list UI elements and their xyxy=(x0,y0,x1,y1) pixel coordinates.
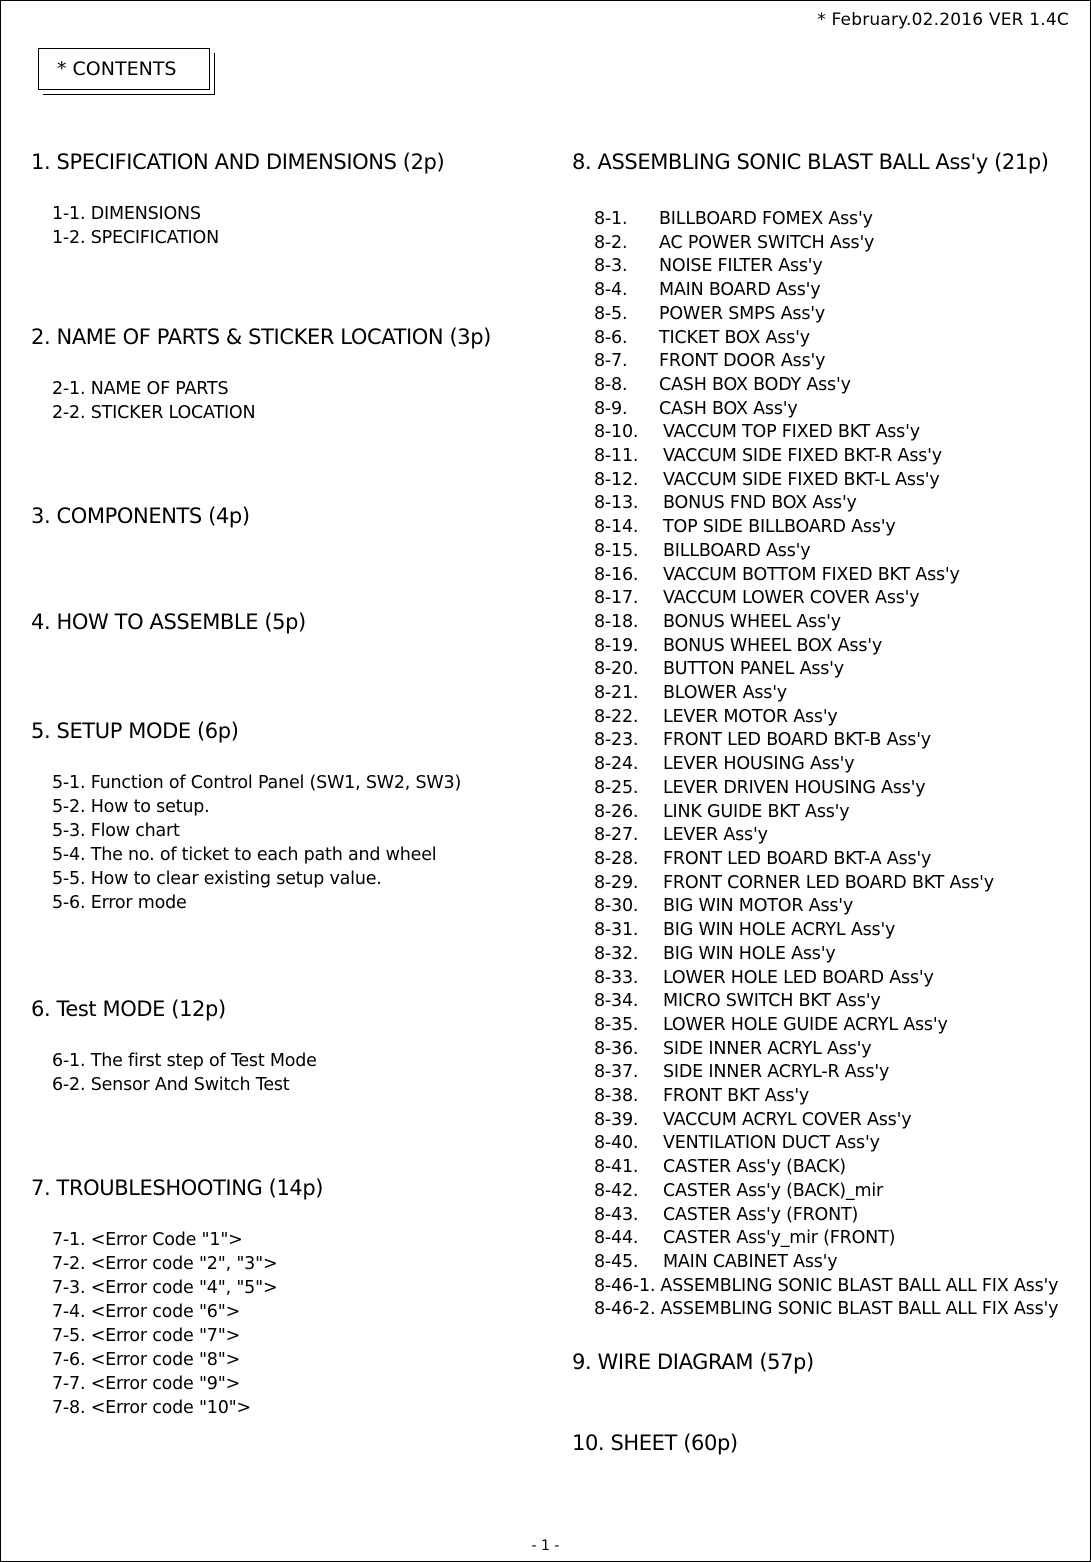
subsection-list xyxy=(52,1228,277,1420)
subsection-item[interactable] xyxy=(594,801,1058,825)
subsection-item[interactable] xyxy=(594,255,1058,279)
section-title[interactable]: 3. COMPONENTS (4p) xyxy=(31,504,250,528)
subsection-label: MAIN BOARD Ass'y xyxy=(659,280,821,301)
subsection-item[interactable] xyxy=(594,587,1058,611)
subsection-item[interactable]: 2-2. STICKER LOCATION xyxy=(52,403,256,423)
subsection-label: LOWER HOLE LED BOARD Ass'y xyxy=(663,967,934,988)
subsection-number: 8-40. xyxy=(594,1133,639,1154)
subsection-item[interactable] xyxy=(594,1180,1058,1204)
subsection-number: 8-46-2. xyxy=(594,1299,656,1320)
subsection-number: 8-4. xyxy=(594,280,628,301)
subsection-number: 8-23. xyxy=(594,730,639,751)
subsection-list xyxy=(52,1049,317,1097)
subsection-label: CASH BOX BODY Ass'y xyxy=(659,374,851,395)
subsection-list xyxy=(52,771,461,915)
subsection-label: LEVER DRIVEN HOUSING Ass'y xyxy=(663,777,926,798)
subsection-item[interactable]: 7-8. <Error code "10"> xyxy=(52,1398,251,1418)
section-title[interactable]: 5. SETUP MODE (6p) xyxy=(31,719,239,743)
subsection-item[interactable] xyxy=(594,279,1058,303)
subsection-number: 8-28. xyxy=(594,848,639,869)
subsection-item[interactable] xyxy=(594,1061,1058,1085)
subsection-item[interactable] xyxy=(594,232,1058,256)
subsection-label: SIDE INNER ACRYL-R Ass'y xyxy=(663,1062,890,1083)
subsection-item[interactable]: 5-6. Error mode xyxy=(52,893,187,913)
subsection-item[interactable]: 6-2. Sensor And Switch Test xyxy=(52,1075,290,1095)
subsection-label: VACCUM ACRYL COVER Ass'y xyxy=(663,1109,912,1130)
subsection-label: VENTILATION DUCT Ass'y xyxy=(663,1133,880,1154)
subsection-item[interactable]: 1-2. SPECIFICATION xyxy=(52,228,219,248)
subsection-item[interactable]: 5-5. How to clear existing setup value. xyxy=(52,869,382,889)
subsection-label: NOISE FILTER Ass'y xyxy=(659,256,823,277)
subsection-number: 8-8. xyxy=(594,374,628,395)
subsection-number: 8-39. xyxy=(594,1109,639,1130)
subsection-item[interactable]: 7-4. <Error code "6"> xyxy=(52,1302,241,1322)
subsection-label: BIG WIN HOLE Ass'y xyxy=(663,943,836,964)
document-version-date: * February.02.2016 VER 1.4C xyxy=(817,10,1069,30)
subsection-item[interactable]: 5-2. How to setup. xyxy=(52,797,210,817)
subsection-item[interactable]: 7-7. <Error code "9"> xyxy=(52,1374,241,1394)
subsection-item[interactable] xyxy=(594,564,1058,588)
subsection-number: 8-22. xyxy=(594,706,639,727)
subsection-item[interactable] xyxy=(594,824,1058,848)
subsection-label: FRONT DOOR Ass'y xyxy=(659,351,826,372)
subsection-label: BONUS WHEEL Ass'y xyxy=(663,611,841,632)
subsection-label: FRONT LED BOARD BKT-B Ass'y xyxy=(663,730,931,751)
subsection-label: TICKET BOX Ass'y xyxy=(659,327,810,348)
subsection-item[interactable] xyxy=(594,990,1058,1014)
section-title[interactable]: 8. ASSEMBLING SONIC BLAST BALL Ass'y (21p) xyxy=(572,150,1049,174)
subsection-number: 8-46-1. xyxy=(594,1275,656,1296)
subsection-number: 8-12. xyxy=(594,469,639,490)
subsection-label: MICRO SWITCH BKT Ass'y xyxy=(663,991,881,1012)
subsection-label: LOWER HOLE GUIDE ACRYL Ass'y xyxy=(663,1014,948,1035)
subsection-number: 8-37. xyxy=(594,1062,639,1083)
subsection-number: 8-16. xyxy=(594,564,639,585)
subsection-item[interactable]: 7-1. <Error Code "1"> xyxy=(52,1230,243,1250)
subsection-label: CASTER Ass'y_mir (FRONT) xyxy=(663,1228,896,1249)
subsection-item[interactable] xyxy=(594,872,1058,896)
subsection-item[interactable]: 1-1. DIMENSIONS xyxy=(52,204,201,224)
subsection-item[interactable] xyxy=(594,1132,1058,1156)
subsection-label: POWER SMPS Ass'y xyxy=(659,303,826,324)
subsection-label: FRONT LED BOARD BKT-A Ass'y xyxy=(663,848,932,869)
subsection-number: 8-9. xyxy=(594,398,628,419)
subsection-item[interactable] xyxy=(594,421,1058,445)
subsection-label: VACCUM TOP FIXED BKT Ass'y xyxy=(663,422,920,443)
subsection-item[interactable]: 7-5. <Error code "7"> xyxy=(52,1326,241,1346)
subsection-label: BUTTON PANEL Ass'y xyxy=(663,659,844,680)
toc-section-9[interactable] xyxy=(572,1350,814,1374)
toc-section-5[interactable] xyxy=(31,719,462,913)
subsection-label: CASH BOX Ass'y xyxy=(659,398,798,419)
subsection-label: SIDE INNER ACRYL Ass'y xyxy=(663,1038,872,1059)
subsection-item[interactable]: 7-3. <Error code "4", "5"> xyxy=(52,1278,278,1298)
subsection-item[interactable] xyxy=(594,729,1058,753)
subsection-number: 8-26. xyxy=(594,801,639,822)
section-title[interactable]: 6. Test MODE (12p) xyxy=(31,997,226,1021)
subsection-item[interactable] xyxy=(594,706,1058,730)
subsection-item[interactable] xyxy=(594,1038,1058,1062)
subsection-item[interactable]: 7-2. <Error code "2", "3"> xyxy=(52,1254,278,1274)
subsection-number: 8-29. xyxy=(594,872,639,893)
subsection-number: 8-10. xyxy=(594,422,639,443)
subsection-label: VACCUM SIDE FIXED BKT-R Ass'y xyxy=(663,446,942,467)
subsection-label: VACCUM LOWER COVER Ass'y xyxy=(663,588,920,609)
subsection-item[interactable]: 2-1. NAME OF PARTS xyxy=(52,379,229,399)
subsection-item[interactable] xyxy=(594,777,1058,801)
subsection-item[interactable] xyxy=(594,919,1058,943)
subsection-label: TOP SIDE BILLBOARD Ass'y xyxy=(663,517,896,538)
subsection-label: BLOWER Ass'y xyxy=(663,683,787,704)
subsection-item[interactable] xyxy=(594,1204,1058,1228)
toc-section-7[interactable] xyxy=(31,1176,324,1418)
subsection-item[interactable] xyxy=(594,516,1058,540)
subsection-number: 8-34. xyxy=(594,991,639,1012)
subsection-item[interactable]: 7-6. <Error code "8"> xyxy=(52,1350,241,1370)
subsection-list xyxy=(52,377,255,425)
subsection-item[interactable] xyxy=(594,658,1058,682)
subsection-item[interactable] xyxy=(594,635,1058,659)
subsection-number: 8-35. xyxy=(594,1014,639,1035)
subsection-item[interactable] xyxy=(594,208,1058,232)
subsection-item[interactable] xyxy=(594,1251,1058,1275)
subsection-item[interactable] xyxy=(594,374,1058,398)
subsection-label: BIG WIN MOTOR Ass'y xyxy=(663,896,854,917)
subsection-number: 8-42. xyxy=(594,1180,639,1201)
page-number: - 1 - xyxy=(531,1538,560,1554)
subsection-item[interactable]: 5-1. Function of Control Panel (SW1, SW2, SW3) xyxy=(52,773,462,793)
subsection-label: BIG WIN HOLE ACRYL Ass'y xyxy=(663,920,896,941)
subsection-item[interactable] xyxy=(594,540,1058,564)
subsection-item[interactable] xyxy=(594,895,1058,919)
toc-section-1[interactable] xyxy=(31,150,445,248)
subsection-number: 8-43. xyxy=(594,1204,639,1225)
subsection-number: 8-41. xyxy=(594,1157,639,1178)
subsection-number: 8-44. xyxy=(594,1228,639,1249)
subsection-number: 8-31. xyxy=(594,920,639,941)
subsection-label: BILLBOARD FOMEX Ass'y xyxy=(659,209,873,229)
subsection-item[interactable] xyxy=(594,1085,1058,1109)
subsection-item[interactable] xyxy=(594,753,1058,777)
toc-section-2[interactable] xyxy=(31,325,491,423)
subsection-list xyxy=(52,202,219,250)
subsection-label: VACCUM BOTTOM FIXED BKT Ass'y xyxy=(663,564,960,585)
subsection-label: AC POWER SWITCH Ass'y xyxy=(659,232,875,253)
section-title[interactable]: 10. SHEET (60p) xyxy=(572,1431,738,1455)
subsection-number: 8-3. xyxy=(594,256,628,277)
subsection-item[interactable] xyxy=(594,327,1058,351)
toc-section-8[interactable] xyxy=(572,150,1049,174)
subsection-label: ASSEMBLING SONIC BLAST BALL ALL FIX Ass'y xyxy=(660,1299,1059,1320)
subsection-label: BONUS FND BOX Ass'y xyxy=(663,493,857,514)
subsection-item[interactable] xyxy=(594,1275,1058,1299)
section-title[interactable]: 4. HOW TO ASSEMBLE (5p) xyxy=(31,610,306,634)
subsection-item[interactable] xyxy=(594,943,1058,967)
contents-heading: * CONTENTS xyxy=(38,48,210,90)
subsection-number: 8-15. xyxy=(594,540,639,561)
subsection-item[interactable] xyxy=(594,1014,1058,1038)
toc-section-10[interactable] xyxy=(572,1431,738,1455)
subsection-item[interactable] xyxy=(594,398,1058,422)
subsection-number: 8-2. xyxy=(594,232,628,253)
subsection-number: 8-1. xyxy=(594,209,628,229)
subsection-item[interactable] xyxy=(594,967,1058,991)
subsection-label: LINK GUIDE BKT Ass'y xyxy=(663,801,850,822)
subsection-item[interactable] xyxy=(594,1156,1058,1180)
subsection-number: 8-38. xyxy=(594,1086,639,1107)
subsection-label: BONUS WHEEL BOX Ass'y xyxy=(663,635,883,656)
subsection-label: MAIN CABINET Ass'y xyxy=(663,1251,838,1272)
subsection-item[interactable] xyxy=(594,682,1058,706)
subsection-label: BILLBOARD Ass'y xyxy=(663,540,811,561)
section-8-subsection-list xyxy=(594,208,1058,1322)
subsection-number: 8-32. xyxy=(594,943,639,964)
subsection-number: 8-25. xyxy=(594,777,639,798)
subsection-item[interactable] xyxy=(594,445,1058,469)
subsection-number: 8-6. xyxy=(594,327,628,348)
subsection-label: CASTER Ass'y (BACK)_mir xyxy=(663,1180,883,1201)
section-title[interactable]: 2. NAME OF PARTS & STICKER LOCATION (3p) xyxy=(31,325,491,349)
subsection-number: 8-27. xyxy=(594,825,639,846)
subsection-label: VACCUM SIDE FIXED BKT-L Ass'y xyxy=(663,469,940,490)
subsection-number: 8-36. xyxy=(594,1038,639,1059)
subsection-label: FRONT BKT Ass'y xyxy=(663,1086,810,1107)
toc-section-3[interactable] xyxy=(31,504,250,528)
subsection-number: 8-18. xyxy=(594,611,639,632)
subsection-item[interactable] xyxy=(594,350,1058,374)
subsection-number: 8-19. xyxy=(594,635,639,656)
subsection-item[interactable] xyxy=(594,469,1058,493)
subsection-item[interactable] xyxy=(594,1109,1058,1133)
subsection-item[interactable] xyxy=(594,303,1058,327)
subsection-label: CASTER Ass'y (BACK) xyxy=(663,1157,846,1178)
section-title[interactable]: 9. WIRE DIAGRAM (57p) xyxy=(572,1350,814,1374)
subsection-number: 8-33. xyxy=(594,967,639,988)
subsection-label: FRONT CORNER LED BOARD BKT Ass'y xyxy=(663,872,994,893)
subsection-number: 8-7. xyxy=(594,351,628,372)
subsection-item[interactable] xyxy=(594,492,1058,516)
subsection-item[interactable] xyxy=(594,848,1058,872)
subsection-number: 8-30. xyxy=(594,896,639,917)
subsection-number: 8-45. xyxy=(594,1251,639,1272)
subsection-number: 8-11. xyxy=(594,446,639,467)
subsection-number: 8-20. xyxy=(594,659,639,680)
toc-section-4[interactable] xyxy=(31,610,306,634)
subsection-number: 8-21. xyxy=(594,683,639,704)
subsection-number: 8-17. xyxy=(594,588,639,609)
subsection-item[interactable] xyxy=(594,1298,1058,1322)
section-title[interactable]: 1. SPECIFICATION AND DIMENSIONS (2p) xyxy=(31,150,445,174)
subsection-label: CASTER Ass'y (FRONT) xyxy=(663,1204,859,1225)
subsection-label: LEVER MOTOR Ass'y xyxy=(663,706,838,727)
subsection-label: ASSEMBLING SONIC BLAST BALL ALL FIX Ass'y xyxy=(660,1275,1059,1296)
subsection-number: 8-24. xyxy=(594,754,639,775)
section-title[interactable]: 7. TROUBLESHOOTING (14p) xyxy=(31,1176,324,1200)
toc-section-6[interactable] xyxy=(31,997,317,1095)
subsection-item[interactable]: 5-3. Flow chart xyxy=(52,821,180,841)
subsection-item[interactable]: 6-1. The first step of Test Mode xyxy=(52,1051,317,1071)
subsection-label: LEVER HOUSING Ass'y xyxy=(663,754,855,775)
subsection-label: LEVER Ass'y xyxy=(663,825,768,846)
subsection-number: 8-13. xyxy=(594,493,639,514)
subsection-item[interactable]: 5-4. The no. of ticket to each path and wheel xyxy=(52,845,437,865)
subsection-number: 8-5. xyxy=(594,303,628,324)
subsection-item[interactable] xyxy=(594,611,1058,635)
subsection-number: 8-14. xyxy=(594,517,639,538)
subsection-item[interactable] xyxy=(594,1227,1058,1251)
